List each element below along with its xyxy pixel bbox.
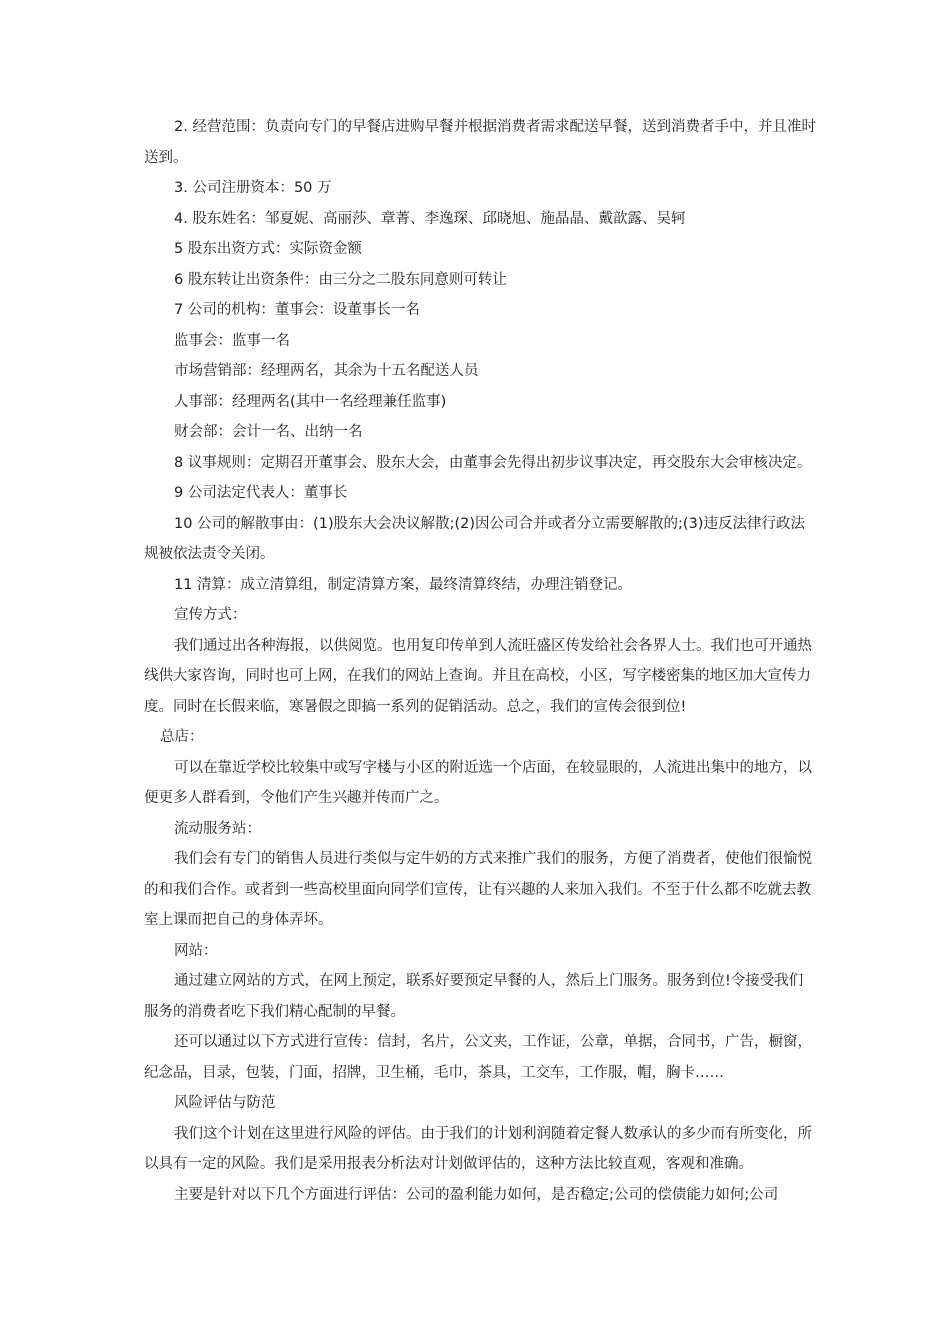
paragraph-company-structure: 7 公司的机构：董事会：设董事长一名 <box>174 302 420 318</box>
paragraph-supervisory-board: 监事会：监事一名 <box>174 332 290 349</box>
paragraph-marketing-dept: 市场营销部：经理两名，其余为十五名配送人员 <box>174 363 479 379</box>
paragraph-dissolution: 10 公司的解散事由：(1)股东大会决议解散;(2)因公司合并或者分立需要解散的;(3)违反法律行政法规被依法责令关闭。 <box>144 515 805 562</box>
paragraph-risk-assessment: 我们这个计划在这里进行风险的评估。由于我们的计划利润随着定餐人数承认的多少而有所变化，所以具有一定的风险。我们是采用报表分析法对计划做评估的，这种方法比较直观，客观和准确。 <box>144 1125 812 1172</box>
paragraph-mobile-station: 我们会有专门的销售人员进行类似与定牛奶的方式来推广我们的服务，方便了消费者，使他们很愉悦的和我们合作。或者到一些高校里面向同学们宣传，让有兴趣的人来加入我们。不至于什么都不吃就去教室上课而把自己的身体弄坏。 <box>144 851 812 928</box>
paragraph-business-scope: 2. 经营范围：负责向专门的早餐店进购早餐并根据消费者需求配送早餐，送到消费者手中，并且准时送到。 <box>144 119 816 166</box>
paragraph-meeting-rules: 8 议事规则：定期召开董事会、股东大会，由董事会先得出初步议事决定，再交股东大会审核决定。 <box>174 454 812 471</box>
paragraph-hr-dept: 人事部：经理两名(其中一名经理兼任监事) <box>174 393 447 410</box>
paragraph-registered-capital: 3. 公司注册资本：50 万 <box>174 180 332 196</box>
paragraph-main-store: 可以在靠近学校比较集中或写字楼与小区的附近选一个店面，在较显眼的，人流进出集中的地方，以便更多人群看到，令他们产生兴趣并传而广之。 <box>144 759 812 806</box>
document-body <box>144 112 816 1210</box>
paragraph-legal-representative: 9 公司法定代表人：董事长 <box>174 485 348 501</box>
heading-website: 网站： <box>174 942 218 959</box>
paragraph-assessment-aspects: 主要是针对以下几个方面进行评估：公司的盈利能力如何，是否稳定;公司的偿债能力如何;公司 <box>174 1186 779 1203</box>
paragraph-shareholders: 4. 股东姓名：邹夏妮、高丽莎、章菁、李逸琛、邱晓旭、施晶晶、戴歆露、吴轲 <box>174 210 686 227</box>
paragraph-website: 通过建立网站的方式，在网上预定，联系好要预定早餐的人，然后上门服务。服务到位!令接受我们服务的消费者吃下我们精心配制的早餐。 <box>144 973 804 1020</box>
heading-promotion: 宣传方式： <box>174 607 247 623</box>
paragraph-contribution-method: 5 股东出资方式：实际资金额 <box>174 241 362 257</box>
paragraph-finance-dept: 财会部：会计一名、出纳一名 <box>174 424 363 440</box>
paragraph-transfer-conditions: 6 股东转让出资条件：由三分之二股东同意则可转让 <box>174 271 507 288</box>
paragraph-other-promotion: 还可以通过以下方式进行宣传：信封，名片，公文夹，工作证，公章，单据，合同书，广告，橱窗，纪念品，目录，包装，门面，招牌，卫生桶，毛巾，茶具，工交车，工作服，帽，胸卡…… <box>144 1034 812 1081</box>
heading-main-store: 总店： <box>160 729 204 745</box>
heading-mobile-station: 流动服务站： <box>174 820 261 837</box>
paragraph-promotion: 我们通过出各种海报，以供阅览。也用复印传单到人流旺盛区传发给社会各界人士。我们也可开通热线供大家咨询，同时也可上网，在我们的网站上查询。并且在高校，小区，写字楼密集的地区加大宣传力度。同时在长假来临，寒暑假之即搞一系列的促销活动。总之，我们的宣传会很到位! <box>144 637 812 715</box>
paragraph-liquidation: 11 清算：成立清算组，制定清算方案，最终清算终结，办理注销登记。 <box>174 576 633 593</box>
heading-risk-assessment: 风险评估与防范 <box>174 1095 276 1111</box>
